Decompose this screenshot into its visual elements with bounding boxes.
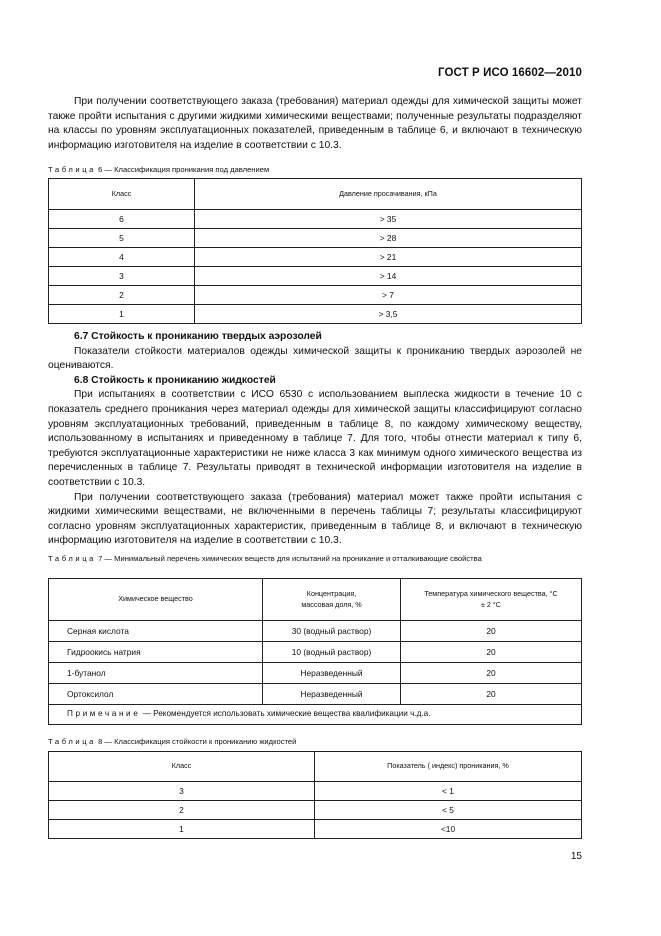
table7-cell: 20 bbox=[401, 663, 582, 684]
table-row bbox=[49, 801, 582, 820]
table-row bbox=[49, 286, 582, 305]
table6-header-class: Класс bbox=[49, 179, 195, 210]
table7-cell: 20 bbox=[401, 642, 582, 663]
table8-caption-text: 8 — Классификация стойкости к прониканию жидкостей bbox=[95, 737, 297, 746]
table6-caption bbox=[48, 165, 582, 176]
table-row bbox=[49, 820, 582, 839]
table6-cell: > 14 bbox=[195, 267, 582, 286]
table7-caption bbox=[48, 554, 582, 565]
table8-cell: <10 bbox=[315, 820, 582, 839]
table6 bbox=[48, 178, 582, 324]
table7-cell: Ортоксилол bbox=[49, 684, 263, 705]
table8-caption-word: Таблица bbox=[48, 737, 96, 746]
table7-note-text: — Рекомендуется использовать химические вещества квалификации ч.д.а. bbox=[140, 709, 431, 719]
table7-cell: 20 bbox=[401, 684, 582, 705]
section-6-8-text-2: При получении соответствующего заказа (требования) материал может также пройти испытания с жидкими химическими веществами, не включенными в перечень таблицы 7; результаты классифицируют согласно уровням эксплуатационных характеристик, приведенным в таблице 8, и включают в техническую информацию изготовителя на изделие в соответствии с 10.3. bbox=[48, 491, 582, 547]
table6-cell: > 7 bbox=[195, 286, 582, 305]
table7-note bbox=[49, 705, 582, 725]
table7-cell: Гидроокись натрия bbox=[49, 642, 263, 663]
intro-paragraph-block bbox=[48, 95, 582, 153]
table-row bbox=[49, 248, 582, 267]
table8-header-index: Показатель ( индекс) проникания, % bbox=[315, 752, 582, 782]
table8-cell: 2 bbox=[49, 801, 315, 820]
table7-cell: Неразведенный bbox=[263, 663, 401, 684]
table7-caption-word: Таблица bbox=[48, 554, 96, 563]
table6-cell: 4 bbox=[49, 248, 195, 267]
table6-cell: 2 bbox=[49, 286, 195, 305]
table7-header-temperature: Температура химического вещества, °С ± 2 °С bbox=[401, 579, 582, 621]
table6-caption-word: Таблица bbox=[48, 165, 96, 174]
table8-cell: < 1 bbox=[315, 782, 582, 801]
table-row bbox=[49, 684, 582, 705]
table6-cell: > 35 bbox=[195, 210, 582, 229]
table-row bbox=[49, 229, 582, 248]
table-row bbox=[49, 210, 582, 229]
table7-note-word: Примечание bbox=[67, 709, 141, 719]
section-6-8-title: 6.8 Стойкость к прониканию жидкостей bbox=[74, 374, 276, 386]
table8-cell: 3 bbox=[49, 782, 315, 801]
table6-cell: 3 bbox=[49, 267, 195, 286]
table-row bbox=[49, 305, 582, 324]
table7-cell: 1-бутанол bbox=[49, 663, 263, 684]
table7-cell: 30 (водный раствор) bbox=[263, 621, 401, 642]
intro-paragraph: При получении соответствующего заказа (требования) материал одежды для химической защиты может также пройти испытания с другими жидкими химическими веществами; полученные результаты подразделяют на классы по уровням эксплуатационных показателей, приведенным в таблице 6, и включают в техническую информацию изготовителя на изделие в соответствии с 10.3. bbox=[48, 96, 582, 151]
table7-header-concentration: Концентрация, массовая доля, % bbox=[263, 579, 401, 621]
table7-cell: 10 (водный раствор) bbox=[263, 642, 401, 663]
page-number: 15 bbox=[570, 851, 582, 862]
section-6-7-title: 6.7 Стойкость к прониканию твердых аэрозолей bbox=[74, 331, 322, 342]
table6-header-pressure: Давление просачивания, кПа bbox=[195, 179, 582, 210]
table6-cell: 5 bbox=[49, 229, 195, 248]
table8-cell: 1 bbox=[49, 820, 315, 839]
table7 bbox=[48, 578, 582, 725]
sections-block bbox=[48, 330, 582, 549]
table6-cell: > 21 bbox=[195, 248, 582, 267]
table6-cell: 6 bbox=[49, 210, 195, 229]
table6-cell: > 3,5 bbox=[195, 305, 582, 324]
table-row bbox=[49, 782, 582, 801]
table-row bbox=[49, 621, 582, 642]
table7-cell: Серная кислота bbox=[49, 621, 263, 642]
table8-cell: < 5 bbox=[315, 801, 582, 820]
table7-caption-text: 7 — Минимальный перечень химических веществ для испытаний на проникание и отталкивающие свойства bbox=[95, 554, 482, 563]
section-6-7-text: Показатели стойкости материалов одежды химической защиты к прониканию твердых аэрозолей не оцениваются. bbox=[48, 345, 582, 372]
table-row bbox=[49, 642, 582, 663]
standard-code-header: ГОСТ Р ИСО 16602—2010 bbox=[437, 67, 582, 79]
table8-header-class: Класс bbox=[49, 752, 315, 782]
table7-note-row bbox=[49, 705, 582, 725]
table8 bbox=[48, 751, 582, 839]
table8-caption bbox=[48, 737, 582, 748]
table7-cell: 20 bbox=[401, 621, 582, 642]
table7-header-substance: Химическое вещество bbox=[49, 579, 263, 621]
table6-caption-text: 6 — Классификация проникания под давлением bbox=[95, 165, 270, 174]
table7-cell: Неразведенный bbox=[263, 684, 401, 705]
table-row bbox=[49, 663, 582, 684]
table6-cell: 1 bbox=[49, 305, 195, 324]
table-row bbox=[49, 267, 582, 286]
section-6-8-text-1: При испытаниях в соответствии с ИСО 6530 с использованием выплеска жидкости в течение 10 с показатель среднего проникания через материал одежды для химической защиты классифицируют согласно уровням эксплуатационных требований, приведенным в таблице 8, по каждому химическому веществу, использованному в испытаниях и приведенному в таблице 7. Для того, чтобы отнести материал к типу 6, требуются эксплуатационные характеристики не ниже класса 3 как минимум одного химического вещества из перечисленных в таблице 7. Результаты приводят в технической информации изготовителя на изделие в соответствии с 10.3. bbox=[48, 389, 582, 488]
table6-cell: > 28 bbox=[195, 229, 582, 248]
